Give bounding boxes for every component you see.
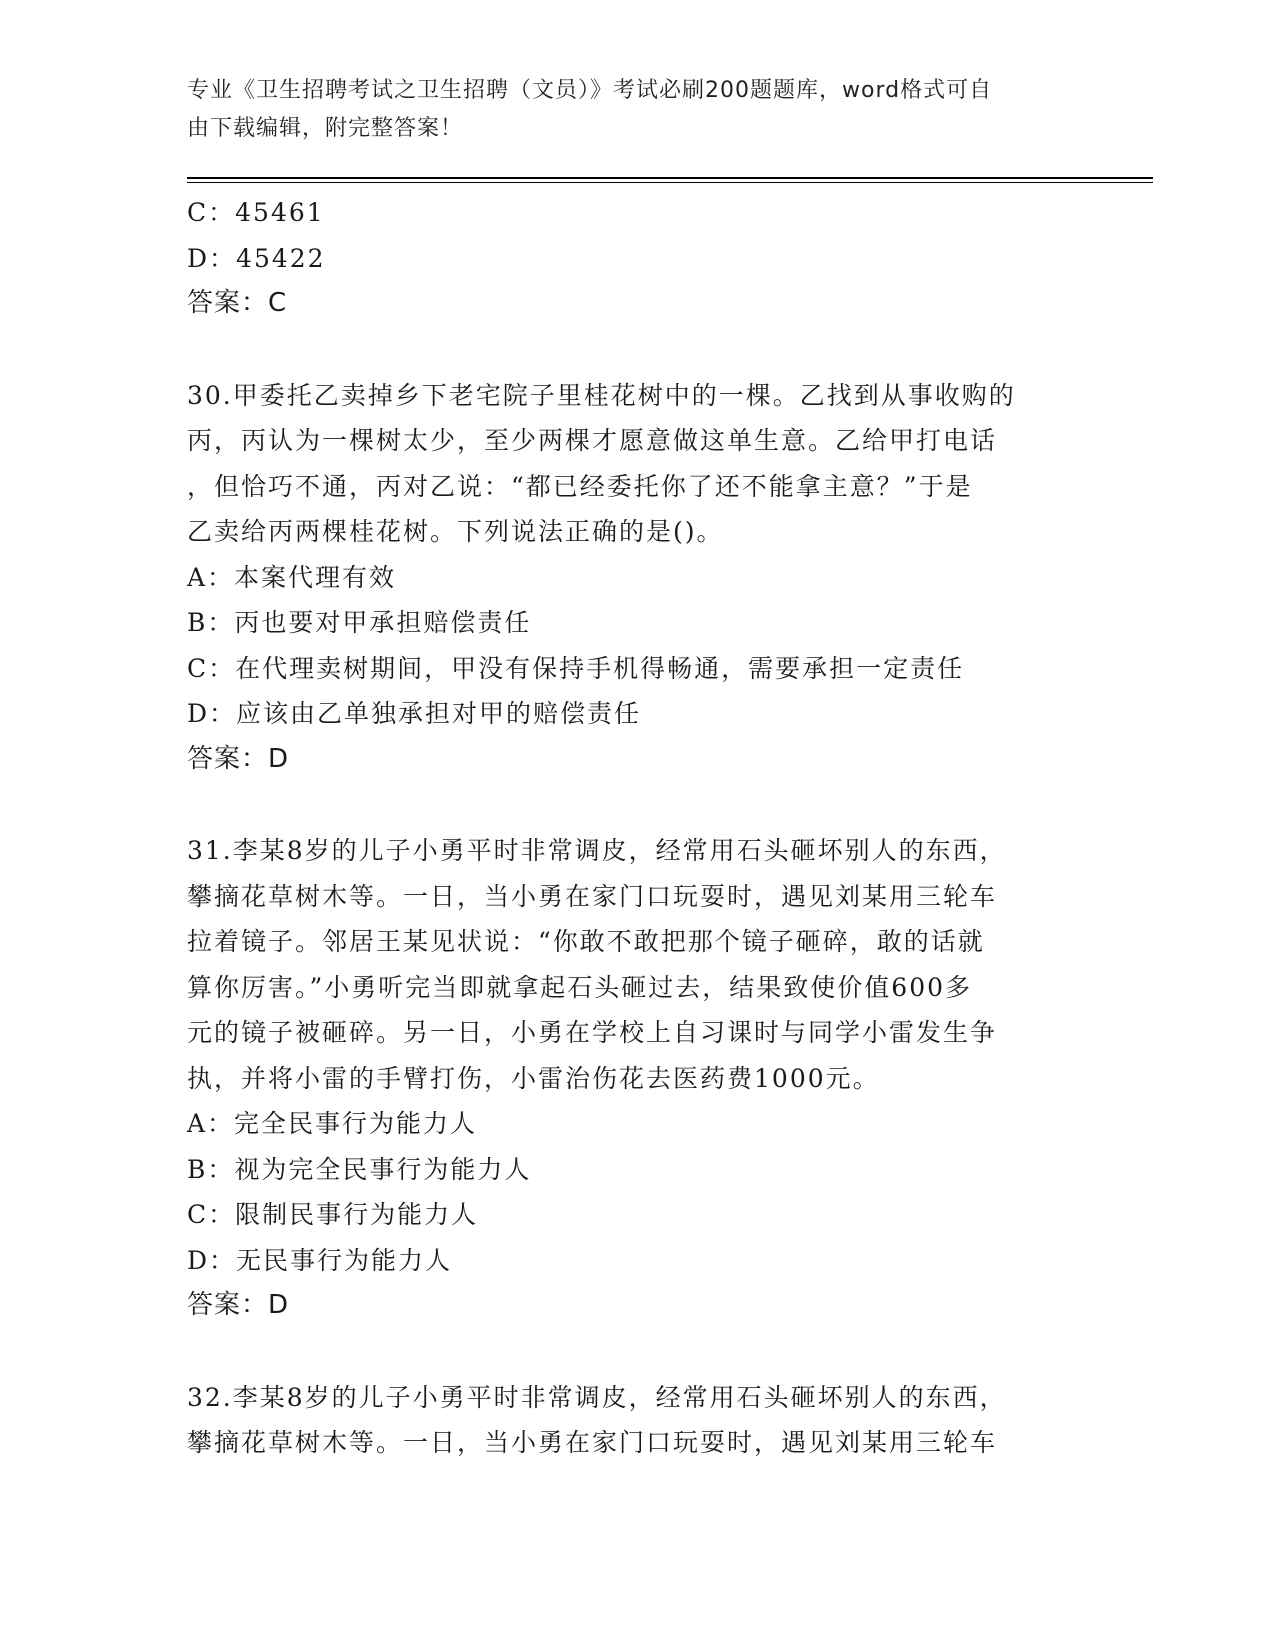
question-text-line: 元的镜子被砸碎。另一日，小勇在学校上自习课时与同学小雷发生争 xyxy=(187,1018,998,1047)
question-text-line: 31.李某8岁的儿子小勇平时非常调皮，经常用石头砸坏别人的东西， xyxy=(187,836,1007,865)
previous-question-tail xyxy=(187,190,1067,327)
header-title-line-2: 由下载编辑，附完整答案！ xyxy=(187,116,464,141)
question-spacer xyxy=(187,1329,1067,1375)
answer-line: 答案：D xyxy=(187,1290,290,1320)
question-text-line: 拉着镜子。邻居王某见状说：“你敢不敢把那个镜子砸碎，敢的话就 xyxy=(187,927,985,956)
question-spacer xyxy=(187,327,1067,373)
header-divider-thick xyxy=(187,177,1153,179)
question-text-line: 30.甲委托乙卖掉乡下老宅院子里桂花树中的一棵。乙找到从事收购的 xyxy=(187,380,1016,410)
option-c: C：45461 xyxy=(187,198,325,227)
question-text-line: ，但恰巧不通，丙对乙说：“都已经委托你了还不能拿主意？”于是 xyxy=(187,471,973,501)
option-d: D：应该由乙单独承担对甲的赔偿责任 xyxy=(187,699,642,728)
question-30 xyxy=(187,373,1067,783)
question-text-line: 攀摘花草树木等。一日，当小勇在家门口玩耍时，遇见刘某用三轮车 xyxy=(187,1428,998,1457)
header-divider-thin xyxy=(187,182,1153,183)
question-31 xyxy=(187,828,1067,1329)
option-b: B：丙也要对甲承担赔偿责任 xyxy=(187,608,532,637)
option-a: A：本案代理有效 xyxy=(187,562,397,592)
question-spacer xyxy=(187,782,1067,828)
question-text-line: 执，并将小雷的手臂打伤，小雷治伤花去医药费1000元。 xyxy=(187,1063,880,1093)
answer-line: 答案：C xyxy=(187,288,288,318)
question-32 xyxy=(187,1375,1067,1466)
question-text-line: 32.李某8岁的儿子小勇平时非常调皮，经常用石头砸坏别人的东西， xyxy=(187,1382,1007,1412)
document-body xyxy=(187,190,1067,1466)
option-d: D：45422 xyxy=(187,243,326,273)
question-text-line: 乙卖给丙两棵桂花树。下列说法正确的是()。 xyxy=(187,517,724,546)
header-title-line-1: 专业《卫生招聘考试之卫生招聘（文员）》考试必刷200题题库，word格式可自 xyxy=(187,78,993,103)
question-text-line: 丙，丙认为一棵树太少，至少两棵才愿意做这单生意。乙给甲打电话 xyxy=(187,426,998,455)
document-header xyxy=(187,72,1067,148)
answer-line: 答案：D xyxy=(187,743,290,774)
option-d: D：无民事行为能力人 xyxy=(187,1245,453,1275)
option-b: B：视为完全民事行为能力人 xyxy=(187,1154,532,1184)
question-text-line: 攀摘花草树木等。一日，当小勇在家门口玩耍时，遇见刘某用三轮车 xyxy=(187,881,998,911)
question-text-line: 算你厉害。”小勇听完当即就拿起石头砸过去，结果致使价值600多 xyxy=(187,972,973,1002)
option-c: C：在代理卖树期间，甲没有保持手机得畅通，需要承担一定责任 xyxy=(187,653,965,683)
option-a: A：完全民事行为能力人 xyxy=(187,1109,478,1138)
option-c: C：限制民事行为能力人 xyxy=(187,1200,479,1229)
